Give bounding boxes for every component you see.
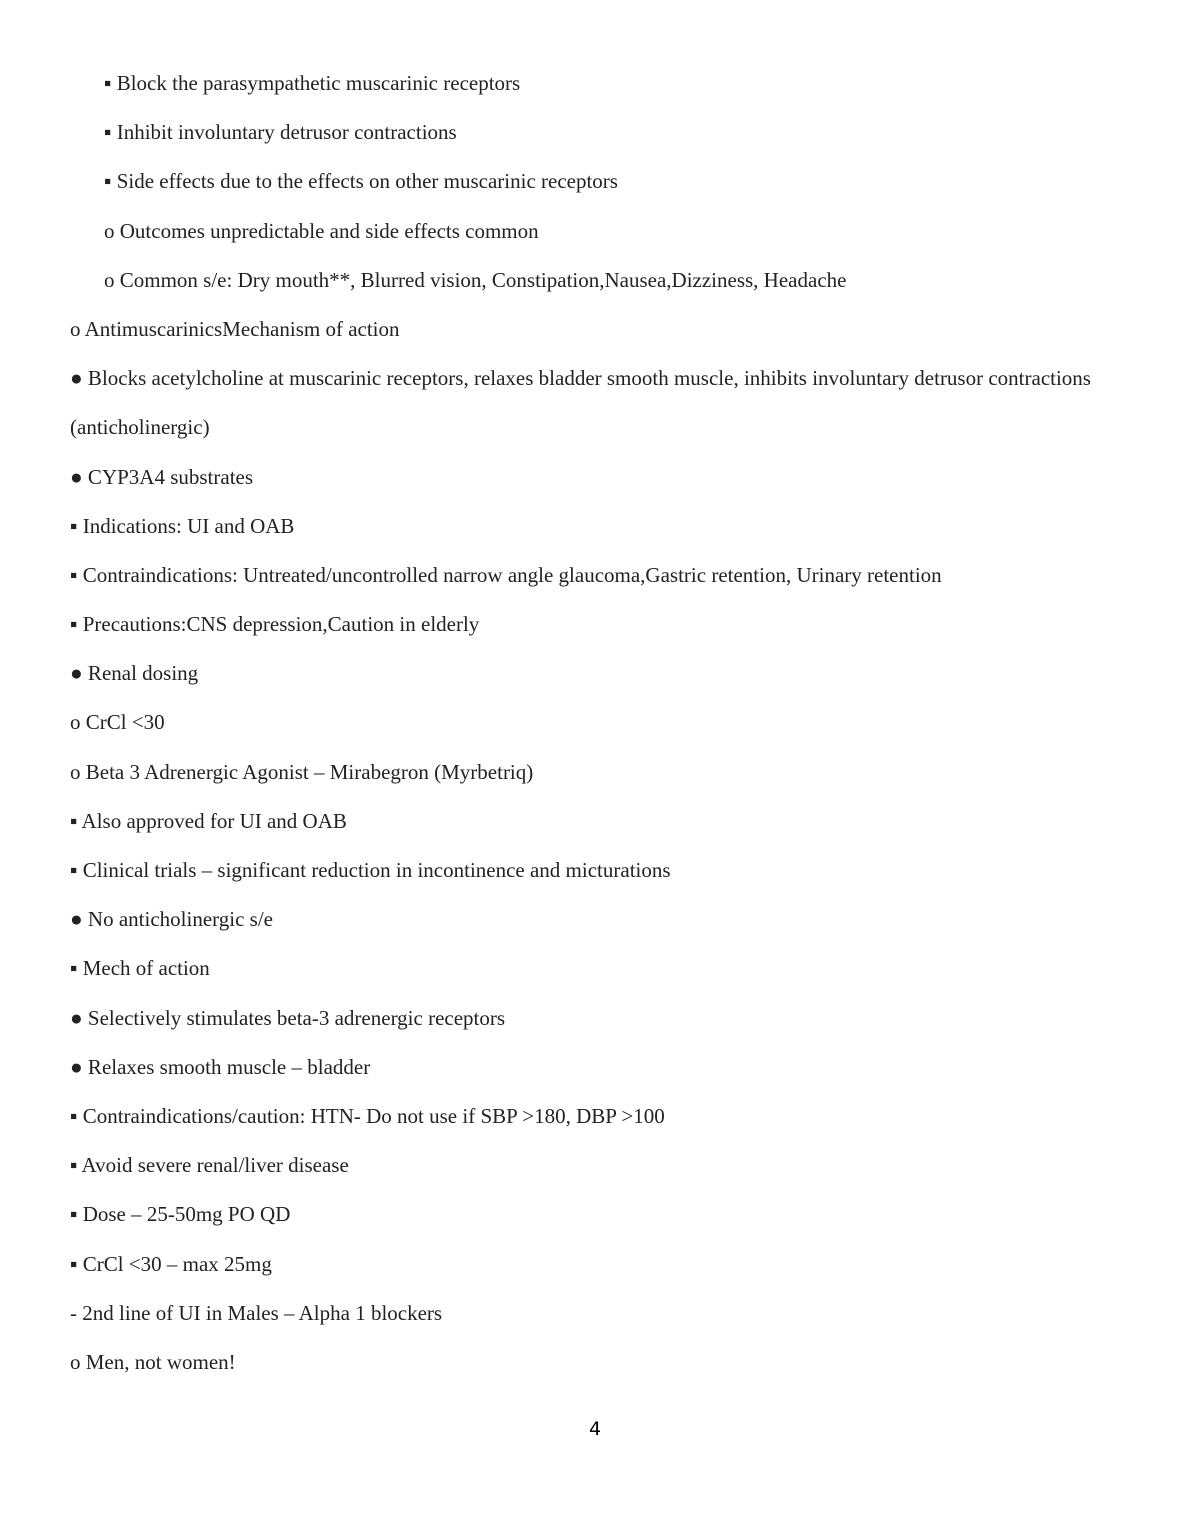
text-line: o Common s/e: Dry mouth**, Blurred vision, Constipation,Nausea,Dizziness, Headache (104, 267, 847, 292)
text-line: ▪ Dose – 25-50mg PO QD (70, 1202, 291, 1227)
text-line: ● Blocks acetylcholine at muscarinic receptors, relaxes bladder smooth muscle, inhibits involuntary detrusor contractions (70, 366, 1091, 391)
text-line: ● No anticholinergic s/e (70, 907, 273, 932)
text-line: ▪ Precautions:CNS depression,Caution in elderly (70, 612, 480, 637)
text-line: o AntimuscarinicsMechanism of action (70, 316, 400, 341)
text-line: ▪ Contraindications/caution: HTN- Do not use if SBP >180, DBP >100 (70, 1103, 665, 1128)
text-line: ▪ Contraindications: Untreated/uncontrolled narrow angle glaucoma,Gastric retention, Urinary retention (70, 562, 942, 587)
text-line: ● Renal dosing (70, 661, 199, 686)
text-line: ▪ Clinical trials – significant reduction in incontinence and micturations (70, 858, 671, 882)
text-line: ▪ Indications: UI and OAB (70, 513, 295, 538)
text-line: o Outcomes unpredictable and side effects common (104, 218, 539, 243)
text-line: ▪ Avoid severe renal/liver disease (70, 1153, 349, 1178)
text-line: ▪ Mech of action (70, 956, 210, 981)
text-line: ● CYP3A4 substrates (70, 464, 254, 489)
document-body (70, 68, 1170, 1396)
text-line: o Beta 3 Adrenergic Agonist – Mirabegron (Myrbetriq) (70, 759, 534, 784)
text-line: ▪ Side effects due to the effects on other muscarinic receptors (104, 169, 618, 194)
text-line: ▪ CrCl <30 – max 25mg (70, 1251, 272, 1276)
text-line: (anticholinergic) (70, 415, 210, 440)
text-line: o CrCl <30 (70, 710, 165, 735)
text-line: ▪ Block the parasympathetic muscarinic receptors (104, 71, 521, 95)
text-line: ● Selectively stimulates beta-3 adrenergic receptors (70, 1005, 506, 1030)
text-line: o Men, not women! (70, 1349, 236, 1374)
page-number: 4 (588, 1418, 602, 1440)
text-line: ● Relaxes smooth muscle – bladder (70, 1054, 371, 1079)
text-line: ▪ Also approved for UI and OAB (70, 808, 347, 833)
text-line: - 2nd line of UI in Males – Alpha 1 blockers (70, 1300, 443, 1325)
text-line: ▪ Inhibit involuntary detrusor contractions (104, 120, 457, 145)
